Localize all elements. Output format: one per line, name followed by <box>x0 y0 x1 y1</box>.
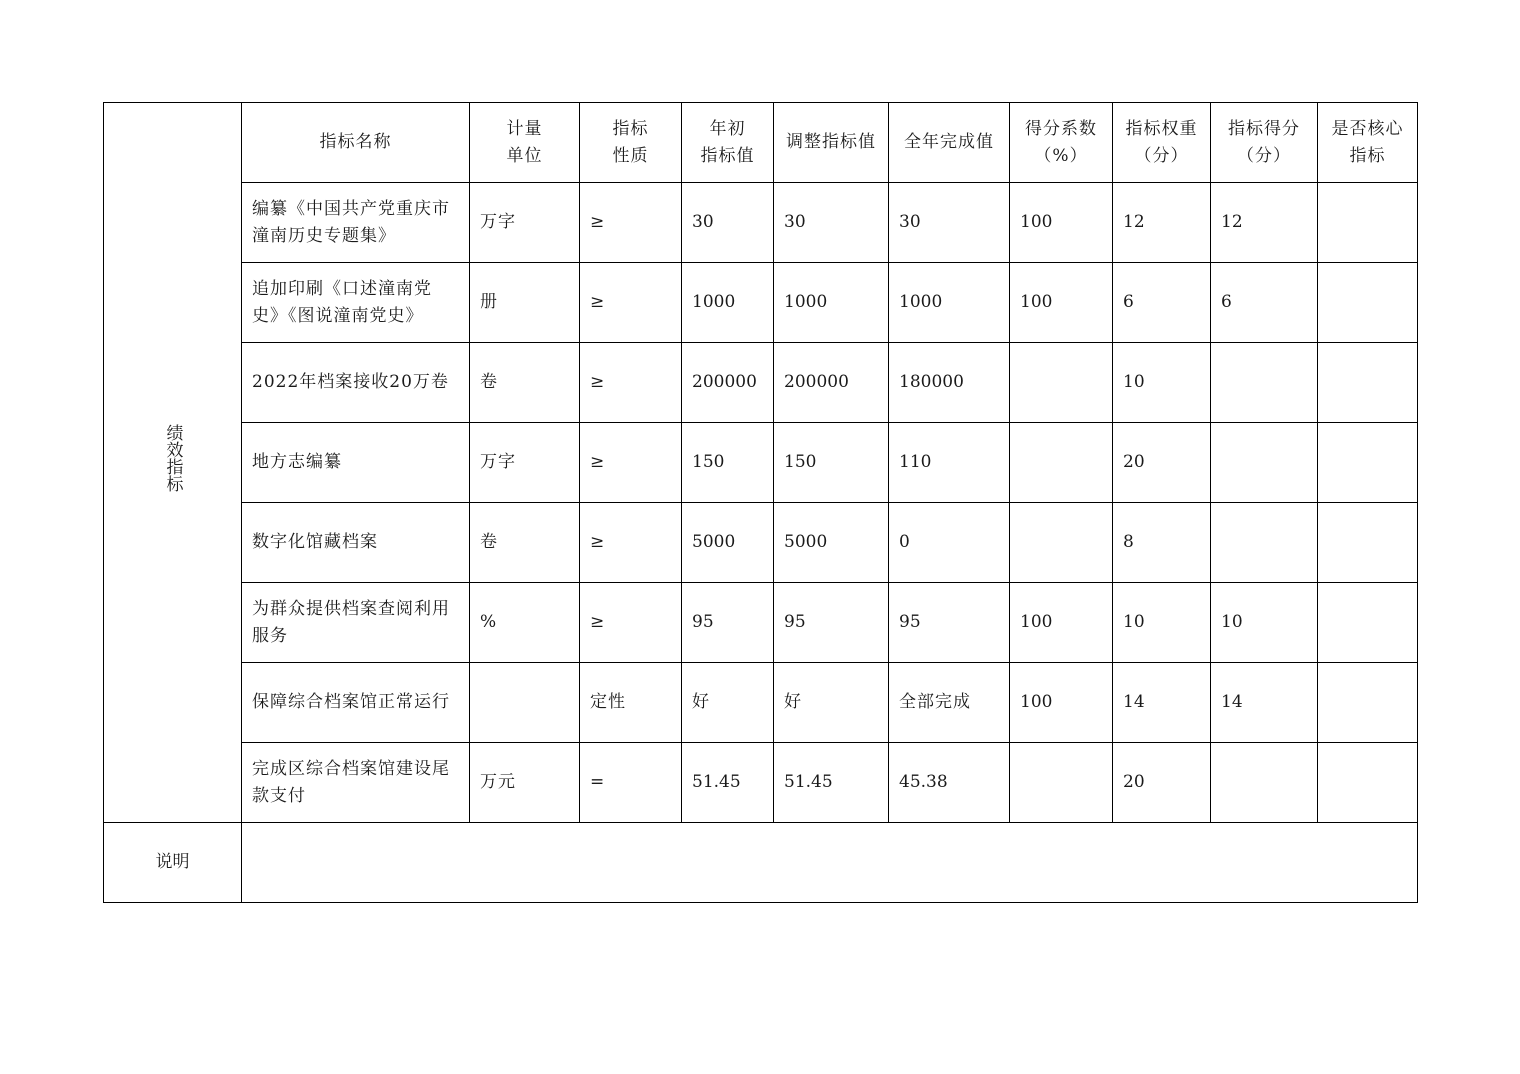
header-indicator-name: 指标名称 <box>242 103 470 183</box>
initial-value: 30 <box>682 183 774 263</box>
initial-value: 1000 <box>682 263 774 343</box>
completed-value: 45.38 <box>889 743 1010 823</box>
weight: 20 <box>1113 743 1211 823</box>
nature: ≥ <box>580 343 682 423</box>
score <box>1211 503 1318 583</box>
weight: 6 <box>1113 263 1211 343</box>
score-coefficient <box>1010 503 1113 583</box>
unit: 卷 <box>470 503 580 583</box>
initial-value: 5000 <box>682 503 774 583</box>
score <box>1211 423 1318 503</box>
header-completed-value: 全年完成值 <box>889 103 1010 183</box>
adjusted-value: 1000 <box>774 263 889 343</box>
score-coefficient <box>1010 343 1113 423</box>
is-core <box>1318 423 1418 503</box>
score-coefficient: 100 <box>1010 663 1113 743</box>
performance-indicator-table <box>103 102 1418 903</box>
nature: ≥ <box>580 263 682 343</box>
completed-value: 95 <box>889 583 1010 663</box>
weight: 8 <box>1113 503 1211 583</box>
table-row <box>104 663 1418 743</box>
header-score-coefficient: 得分系数 （%） <box>1010 103 1113 183</box>
adjusted-value: 30 <box>774 183 889 263</box>
indicator-name: 数字化馆藏档案 <box>242 503 470 583</box>
header-row <box>104 103 1418 183</box>
nature: ≥ <box>580 503 682 583</box>
table-row <box>104 503 1418 583</box>
indicator-name: 为群众提供档案查阅利用服务 <box>242 583 470 663</box>
adjusted-value: 150 <box>774 423 889 503</box>
nature: = <box>580 743 682 823</box>
score <box>1211 343 1318 423</box>
table-row <box>104 183 1418 263</box>
unit: % <box>470 583 580 663</box>
table-row <box>104 263 1418 343</box>
table-row <box>104 583 1418 663</box>
completed-value: 110 <box>889 423 1010 503</box>
weight: 10 <box>1113 343 1211 423</box>
completed-value: 全部完成 <box>889 663 1010 743</box>
indicator-name: 追加印刷《口述潼南党史》《图说潼南党史》 <box>242 263 470 343</box>
indicator-name: 完成区综合档案馆建设尾款支付 <box>242 743 470 823</box>
section-label: 绩效指标 <box>162 424 183 492</box>
score-coefficient <box>1010 743 1113 823</box>
score <box>1211 743 1318 823</box>
score: 14 <box>1211 663 1318 743</box>
header-adjusted-value: 调整指标值 <box>774 103 889 183</box>
nature: ≥ <box>580 183 682 263</box>
nature: ≥ <box>580 583 682 663</box>
is-core <box>1318 663 1418 743</box>
is-core <box>1318 583 1418 663</box>
adjusted-value: 5000 <box>774 503 889 583</box>
completed-value: 180000 <box>889 343 1010 423</box>
unit: 卷 <box>470 343 580 423</box>
is-core <box>1318 263 1418 343</box>
initial-value: 51.45 <box>682 743 774 823</box>
nature: 定性 <box>580 663 682 743</box>
indicator-name: 地方志编纂 <box>242 423 470 503</box>
weight: 12 <box>1113 183 1211 263</box>
completed-value: 0 <box>889 503 1010 583</box>
score: 6 <box>1211 263 1318 343</box>
section-label-cell <box>104 103 242 823</box>
header-initial-value: 年初 指标值 <box>682 103 774 183</box>
initial-value: 200000 <box>682 343 774 423</box>
table-row <box>104 423 1418 503</box>
note-content <box>242 823 1418 903</box>
initial-value: 95 <box>682 583 774 663</box>
adjusted-value: 95 <box>774 583 889 663</box>
unit: 万字 <box>470 183 580 263</box>
is-core <box>1318 503 1418 583</box>
score-coefficient <box>1010 423 1113 503</box>
score-coefficient: 100 <box>1010 583 1113 663</box>
header-score: 指标得分 （分） <box>1211 103 1318 183</box>
adjusted-value: 好 <box>774 663 889 743</box>
score: 10 <box>1211 583 1318 663</box>
initial-value: 150 <box>682 423 774 503</box>
adjusted-value: 200000 <box>774 343 889 423</box>
unit: 册 <box>470 263 580 343</box>
header-weight: 指标权重 （分） <box>1113 103 1211 183</box>
header-is-core: 是否核心 指标 <box>1318 103 1418 183</box>
note-row <box>104 823 1418 903</box>
header-unit: 计量 单位 <box>470 103 580 183</box>
unit <box>470 663 580 743</box>
nature: ≥ <box>580 423 682 503</box>
is-core <box>1318 183 1418 263</box>
is-core <box>1318 743 1418 823</box>
table-row <box>104 343 1418 423</box>
completed-value: 30 <box>889 183 1010 263</box>
is-core <box>1318 343 1418 423</box>
weight: 14 <box>1113 663 1211 743</box>
unit: 万字 <box>470 423 580 503</box>
score-coefficient: 100 <box>1010 183 1113 263</box>
header-nature: 指标 性质 <box>580 103 682 183</box>
score: 12 <box>1211 183 1318 263</box>
initial-value: 好 <box>682 663 774 743</box>
indicator-name: 保障综合档案馆正常运行 <box>242 663 470 743</box>
unit: 万元 <box>470 743 580 823</box>
adjusted-value: 51.45 <box>774 743 889 823</box>
score-coefficient: 100 <box>1010 263 1113 343</box>
weight: 20 <box>1113 423 1211 503</box>
completed-value: 1000 <box>889 263 1010 343</box>
indicator-name: 2022年档案接收20万卷 <box>242 343 470 423</box>
indicator-name: 编纂《中国共产党重庆市潼南历史专题集》 <box>242 183 470 263</box>
table-row <box>104 743 1418 823</box>
note-label: 说明 <box>104 823 242 903</box>
weight: 10 <box>1113 583 1211 663</box>
